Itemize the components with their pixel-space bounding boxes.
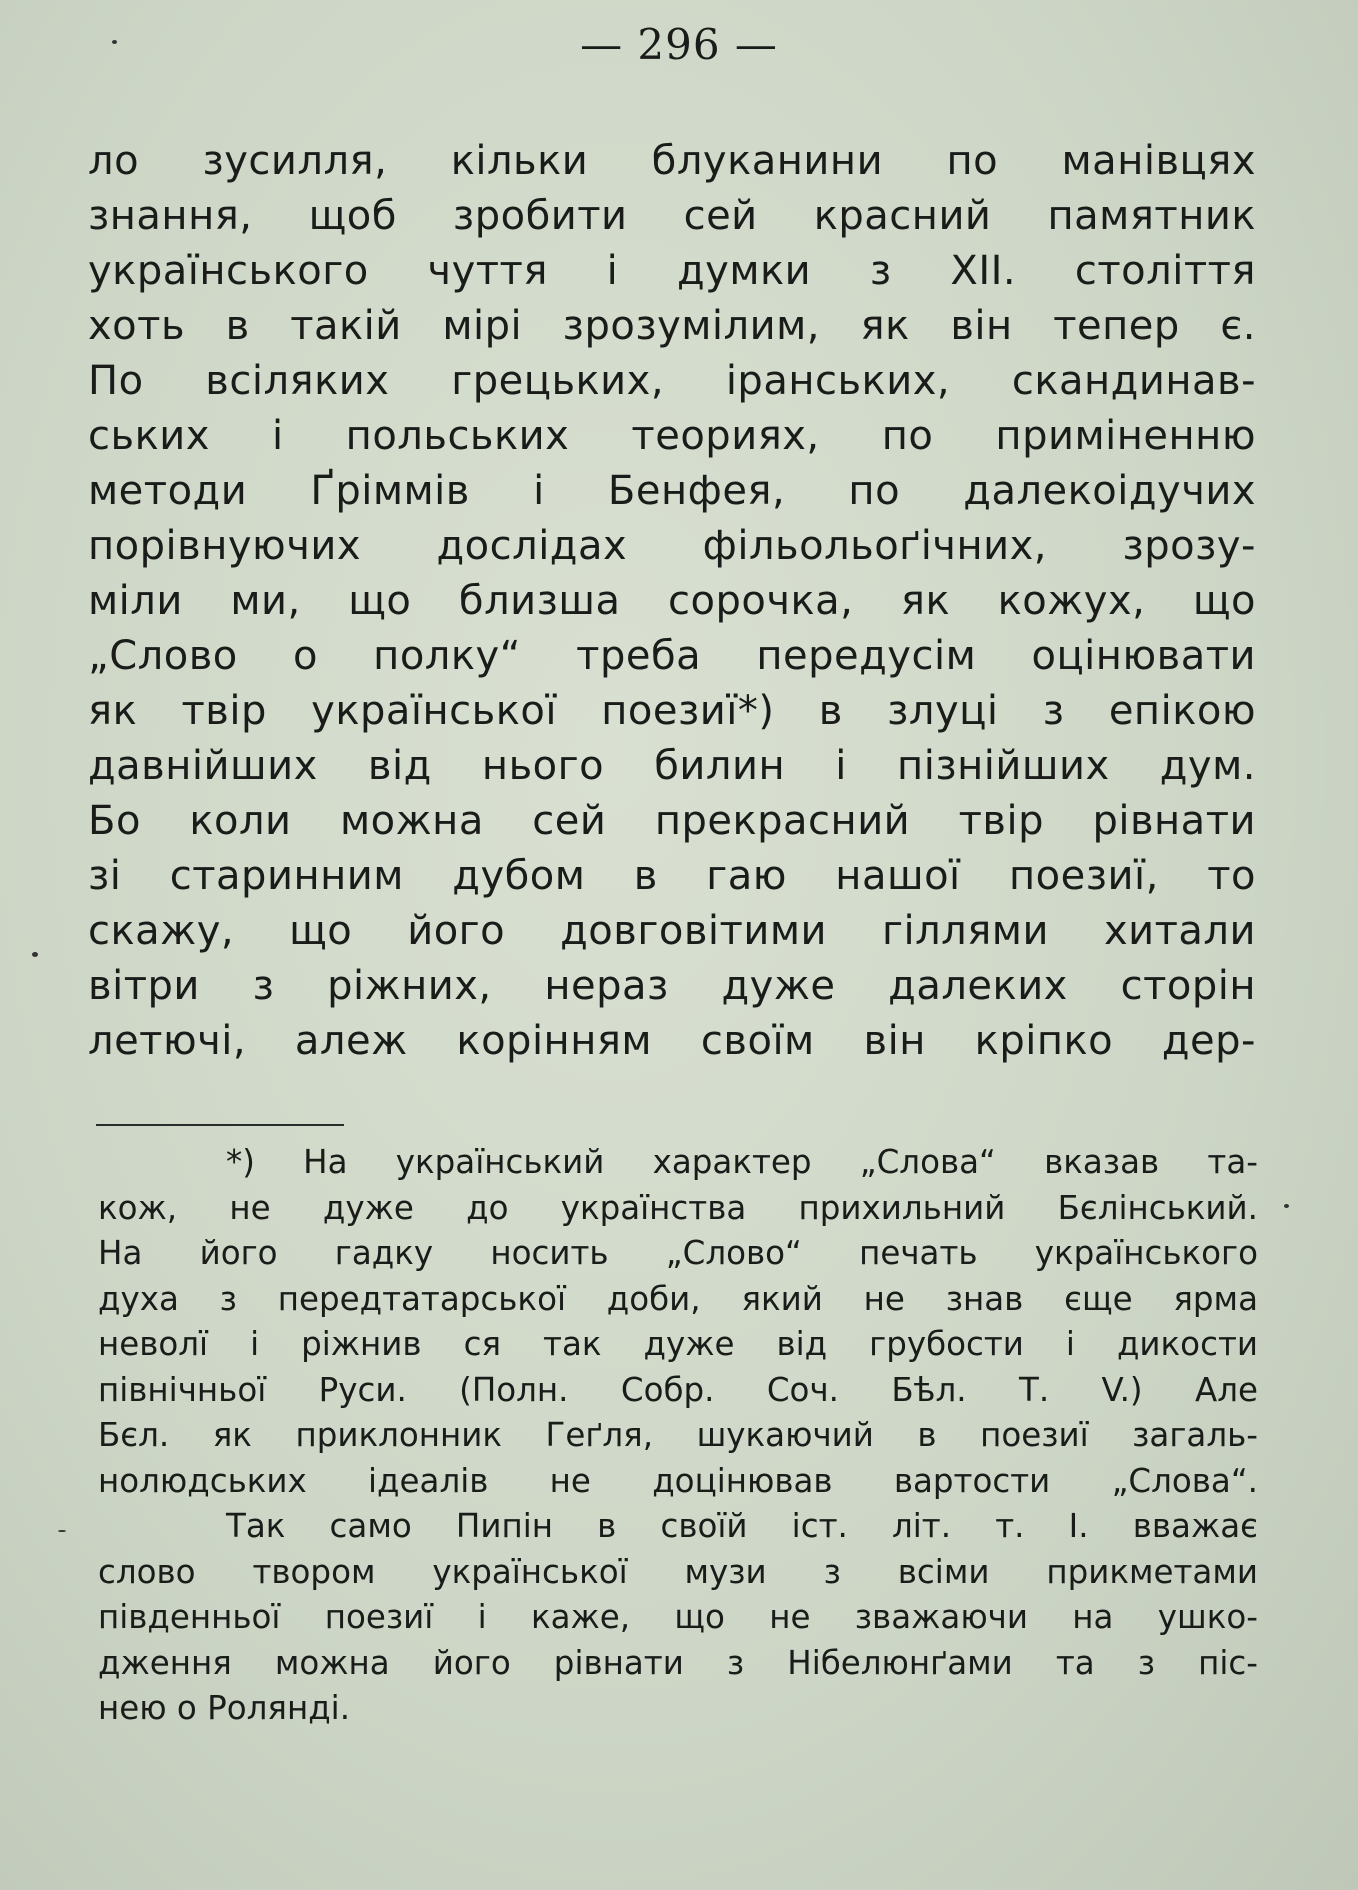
text-line: методи Ґріммів і Бенфея, по далекоідучих: [88, 468, 1256, 514]
footnote: [98, 1140, 1258, 1732]
footnote-line: північньої Руси. (Полн. Собр. Соч. Бѣл. Т. V.) Але: [98, 1370, 1258, 1409]
text-line: українського чуття і думки з XII. століття: [88, 248, 1256, 294]
footnote-line: На його гадку носить „Слово“ печать українського: [98, 1234, 1258, 1272]
text-line: як твір української поезиї*) в злуці з епікою: [88, 688, 1256, 734]
text-line: летючі, алеж корінням своїм він кріпко дер-: [88, 1018, 1256, 1064]
text-line: скажу, що його довговітими гіллями хитали: [88, 908, 1256, 954]
footnote-line: Так само Пипін в своїй іст. літ. т. І. вважає: [226, 1507, 1258, 1545]
print-speck: [112, 40, 117, 44]
text-line: По всіляких грецьких, іранських, скандинав-: [88, 358, 1256, 404]
text-line: порівнуючих дослідах фільольоґічних, зрозу-: [88, 523, 1256, 569]
footnote-line: кож, не дуже до українства прихильний Бєлінський.: [98, 1188, 1258, 1227]
text-line: ло зусилля, кільки блуканини по манівцях: [88, 138, 1256, 184]
text-line: знання, щоб зробити сей красний памятник: [88, 193, 1256, 239]
footnote-line: дження можна його рівнати з Нібелюнґами та з піс-: [98, 1643, 1258, 1682]
print-speck: [58, 1530, 66, 1532]
text-line: хоть в такій мірі зрозумілим, як він тепер є.: [88, 303, 1256, 349]
footnote-line: нею о Ролянді.: [98, 1689, 351, 1727]
footnote-line: неволї і ріжнив ся так дуже від грубости і дикости: [98, 1325, 1258, 1363]
footnote-line: слово твором української музи з всіми прикметами: [98, 1552, 1258, 1591]
footnote-line: духа з передтатарської доби, який не знав єще ярма: [98, 1279, 1258, 1318]
text-line: „Слово о полку“ треба передусім оцінювати: [88, 633, 1256, 679]
footnote-line: *) На український характер „Слова“ вказав та-: [226, 1143, 1258, 1181]
text-line: вітри з ріжних, нераз дуже далеких сторін: [88, 963, 1256, 1009]
text-line: давнійших від нього билин і пізнійших дум.: [88, 743, 1256, 789]
main-text: [88, 134, 1256, 1069]
page-number: — 296 —: [580, 20, 778, 69]
footnote-line: південньої поезиї і каже, що не зважаючи на ушко-: [98, 1598, 1258, 1636]
text-line: Бо коли можна сей прекрасний твір рівнати: [88, 798, 1256, 844]
text-line: міли ми, що близша сорочка, як кожух, що: [88, 578, 1256, 624]
footnote-line: нолюдських ідеалів не доцінював вартости „Слова“.: [98, 1461, 1258, 1500]
footnote-line: Бєл. як приклонник Геґля, шукаючий в поезиї загаль-: [98, 1416, 1258, 1454]
print-speck: [32, 952, 38, 957]
print-speck: [1284, 1204, 1289, 1208]
text-line: ських і польських теориях, по приміненню: [88, 413, 1256, 459]
text-line: зі старинним дубом в гаю нашої поезиї, то: [88, 853, 1256, 899]
footnote-divider: [96, 1124, 344, 1126]
